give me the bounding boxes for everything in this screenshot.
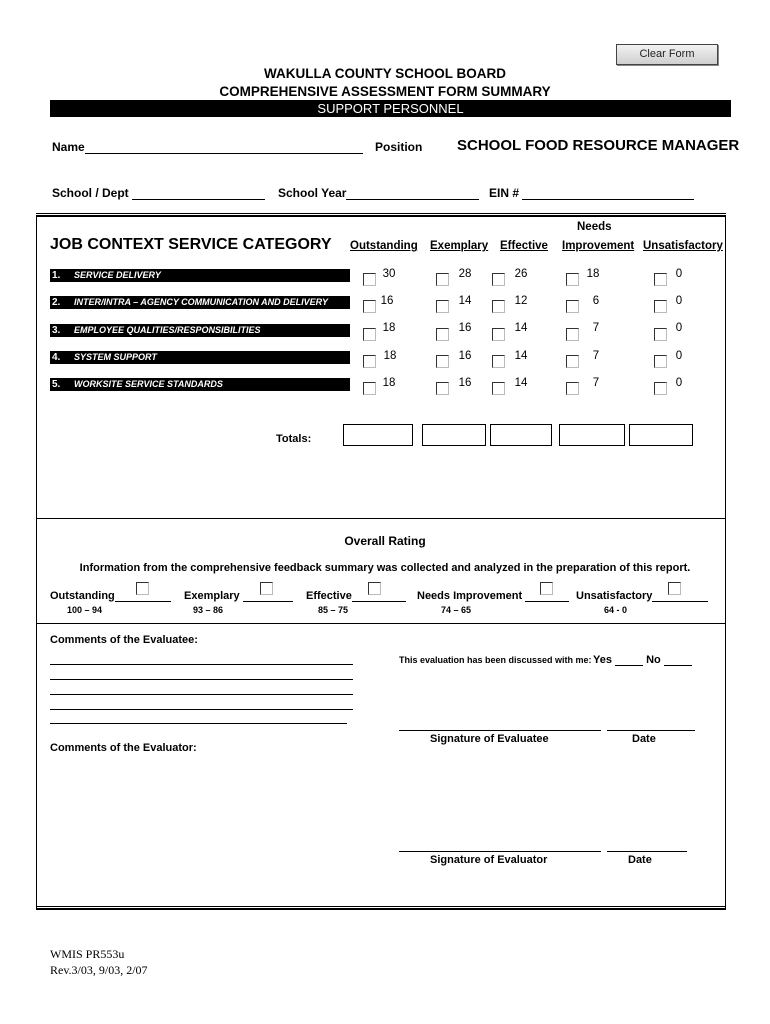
points: 14 (514, 377, 528, 389)
checkbox-overall-unsatisfactory[interactable] (668, 582, 681, 595)
total-effective-field[interactable] (490, 424, 552, 446)
evaluatee-comments-label: Comments of the Evaluatee: (50, 634, 198, 646)
checkbox-overall-needs[interactable] (540, 582, 553, 595)
totals-label: Totals: (276, 433, 312, 445)
checkbox-needs-3[interactable] (566, 328, 579, 341)
checkbox-overall-exemplary[interactable] (260, 582, 273, 595)
checkbox-effective-2[interactable] (492, 300, 505, 313)
checkbox-outstanding-1[interactable] (363, 273, 376, 286)
range-outstanding: 100 – 94 (67, 605, 103, 615)
evaluatee-signature-line[interactable] (399, 730, 601, 731)
yes-no-row (593, 653, 692, 666)
no-label: No (646, 654, 661, 666)
rating-unsatisfactory: Unsatisfactory (576, 589, 708, 602)
year-label: School Year (278, 186, 347, 200)
board-title: WAKULLA COUNTY SCHOOL BOARD (264, 66, 506, 81)
evaluatee-signature-label: Signature of Evaluatee (430, 733, 549, 745)
range-unsatisfactory: 64 - 0 (604, 605, 628, 615)
overall-rating-title: Overall Rating (344, 534, 426, 548)
points: 26 (514, 268, 528, 280)
checkbox-effective-1[interactable] (492, 273, 505, 286)
evaluator-signature-line[interactable] (399, 851, 601, 852)
checkbox-unsatisfactory-2[interactable] (654, 300, 667, 313)
evaluatee-comment-line[interactable] (50, 709, 353, 710)
range-effective: 85 – 75 (318, 605, 349, 615)
year-row (278, 186, 479, 200)
no-field[interactable] (664, 653, 692, 666)
checkbox-unsatisfactory-3[interactable] (654, 328, 667, 341)
checkbox-unsatisfactory-5[interactable] (654, 382, 667, 395)
col-effective: Effective (500, 240, 548, 252)
yes-field[interactable] (615, 653, 643, 666)
checkbox-outstanding-3[interactable] (363, 328, 376, 341)
name-label: Name (52, 140, 85, 154)
evaluatee-comment-line[interactable] (50, 679, 353, 680)
school-label: School / Dept (52, 186, 129, 200)
points: 0 (675, 295, 683, 307)
rating-outstanding: Outstanding (50, 589, 171, 602)
evaluator-date-label: Date (628, 854, 652, 866)
points: 0 (675, 350, 683, 362)
checkbox-effective-3[interactable] (492, 328, 505, 341)
checkbox-effective-5[interactable] (492, 382, 505, 395)
col-needs-improvement: Improvement (562, 240, 635, 252)
category-bar: 5. WORKSITE SERVICE STANDARDS (50, 378, 350, 391)
overall-info: Information from the comprehensive feedback summary was collected and analyzed in the preparation of this report. (79, 562, 691, 574)
rating-effective: Effective (306, 589, 406, 602)
points: 14 (514, 322, 528, 334)
evaluatee-comment-line[interactable] (50, 664, 353, 665)
points: 7 (592, 322, 600, 334)
checkbox-overall-effective[interactable] (368, 582, 381, 595)
total-outstanding-field[interactable] (343, 424, 413, 446)
points: 14 (458, 295, 472, 307)
name-field[interactable] (85, 141, 363, 154)
position-label: Position (375, 140, 423, 154)
total-unsatisfactory-field[interactable] (629, 424, 693, 446)
checkbox-unsatisfactory-1[interactable] (654, 273, 667, 286)
clear-form-button[interactable]: Clear Form (616, 44, 718, 65)
points: 18 (383, 350, 397, 362)
position-value: SCHOOL FOOD RESOURCE MANAGER (457, 137, 740, 154)
checkbox-exemplary-3[interactable] (436, 328, 449, 341)
checkbox-unsatisfactory-4[interactable] (654, 355, 667, 368)
rating-exemplary: Exemplary (184, 589, 293, 602)
evaluatee-date-line[interactable] (607, 730, 695, 731)
checkbox-exemplary-2[interactable] (436, 300, 449, 313)
evaluatee-date-label: Date (632, 733, 656, 745)
ein-label: EIN # (489, 186, 520, 200)
points: 28 (458, 268, 472, 280)
checkbox-needs-5[interactable] (566, 382, 579, 395)
col-outstanding: Outstanding (350, 240, 418, 252)
checkbox-outstanding-4[interactable] (363, 355, 376, 368)
category-bar: 2. INTER/INTRA – AGENCY COMMUNICATION AND DELIVERY (50, 296, 350, 309)
category-bar: 3. EMPLOYEE QUALITIES/RESPONSIBILITIES (50, 324, 350, 337)
category-bar: 4. SYSTEM SUPPORT (50, 351, 350, 364)
range-exemplary: 93 – 86 (193, 605, 224, 615)
ein-field[interactable] (522, 187, 694, 200)
points: 18 (586, 268, 600, 280)
evaluator-signature-label: Signature of Evaluator (430, 854, 548, 866)
points: 12 (514, 295, 528, 307)
total-exemplary-field[interactable] (422, 424, 486, 446)
discussed-statement: This evaluation has been discussed with me: (399, 655, 592, 665)
col-exemplary: Exemplary (430, 240, 489, 252)
form-title: COMPREHENSIVE ASSESSMENT FORM SUMMARY (219, 84, 551, 99)
checkbox-outstanding-2[interactable] (363, 300, 376, 313)
divider-overall (36, 518, 726, 519)
category-bar: 1. SERVICE DELIVERY (50, 269, 350, 282)
total-needs-field[interactable] (559, 424, 625, 446)
yes-label: Yes (593, 654, 612, 666)
points: 18 (382, 377, 396, 389)
points: 6 (592, 295, 600, 307)
name-row (52, 140, 363, 154)
evaluator-date-line[interactable] (607, 851, 687, 852)
section-title: JOB CONTEXT SERVICE CATEGORY (50, 236, 332, 253)
school-row (52, 186, 265, 200)
checkbox-exemplary-4[interactable] (436, 355, 449, 368)
checkbox-overall-outstanding[interactable] (136, 582, 149, 595)
checkbox-effective-4[interactable] (492, 355, 505, 368)
points: 16 (380, 295, 394, 307)
points: 16 (458, 377, 472, 389)
form-id: WMIS PR553u (50, 947, 125, 961)
points: 16 (458, 350, 472, 362)
points: 16 (458, 322, 472, 334)
points: 14 (514, 350, 528, 362)
points: 0 (675, 268, 683, 280)
points: 18 (382, 322, 396, 334)
divider-comments (36, 623, 726, 624)
checkbox-needs-4[interactable] (566, 355, 579, 368)
col-needs-top: Needs (577, 221, 612, 233)
evaluatee-comment-line[interactable] (50, 694, 353, 695)
checkbox-needs-2[interactable] (566, 300, 579, 313)
points: 0 (675, 322, 683, 334)
points: 30 (382, 268, 396, 280)
rating-needs-improvement: Needs Improvement (417, 589, 569, 602)
section-band: SUPPORT PERSONNEL (50, 100, 731, 117)
ein-row (489, 186, 694, 200)
col-unsatisfactory: Unsatisfactory (643, 240, 723, 252)
school-field[interactable] (132, 187, 265, 200)
checkbox-exemplary-5[interactable] (436, 382, 449, 395)
evaluatee-comment-line[interactable] (50, 723, 347, 724)
form-revision: Rev.3/03, 9/03, 2/07 (50, 963, 148, 977)
top-double-rule (36, 213, 726, 216)
range-needs-improvement: 74 – 65 (441, 605, 472, 615)
points: 7 (592, 377, 600, 389)
checkbox-exemplary-1[interactable] (436, 273, 449, 286)
evaluator-comments-label: Comments of the Evaluator: (50, 742, 197, 754)
bottom-double-rule (36, 906, 726, 909)
points: 0 (675, 377, 683, 389)
year-field[interactable] (346, 187, 479, 200)
points: 7 (592, 350, 600, 362)
checkbox-needs-1[interactable] (566, 273, 579, 286)
checkbox-outstanding-5[interactable] (363, 382, 376, 395)
